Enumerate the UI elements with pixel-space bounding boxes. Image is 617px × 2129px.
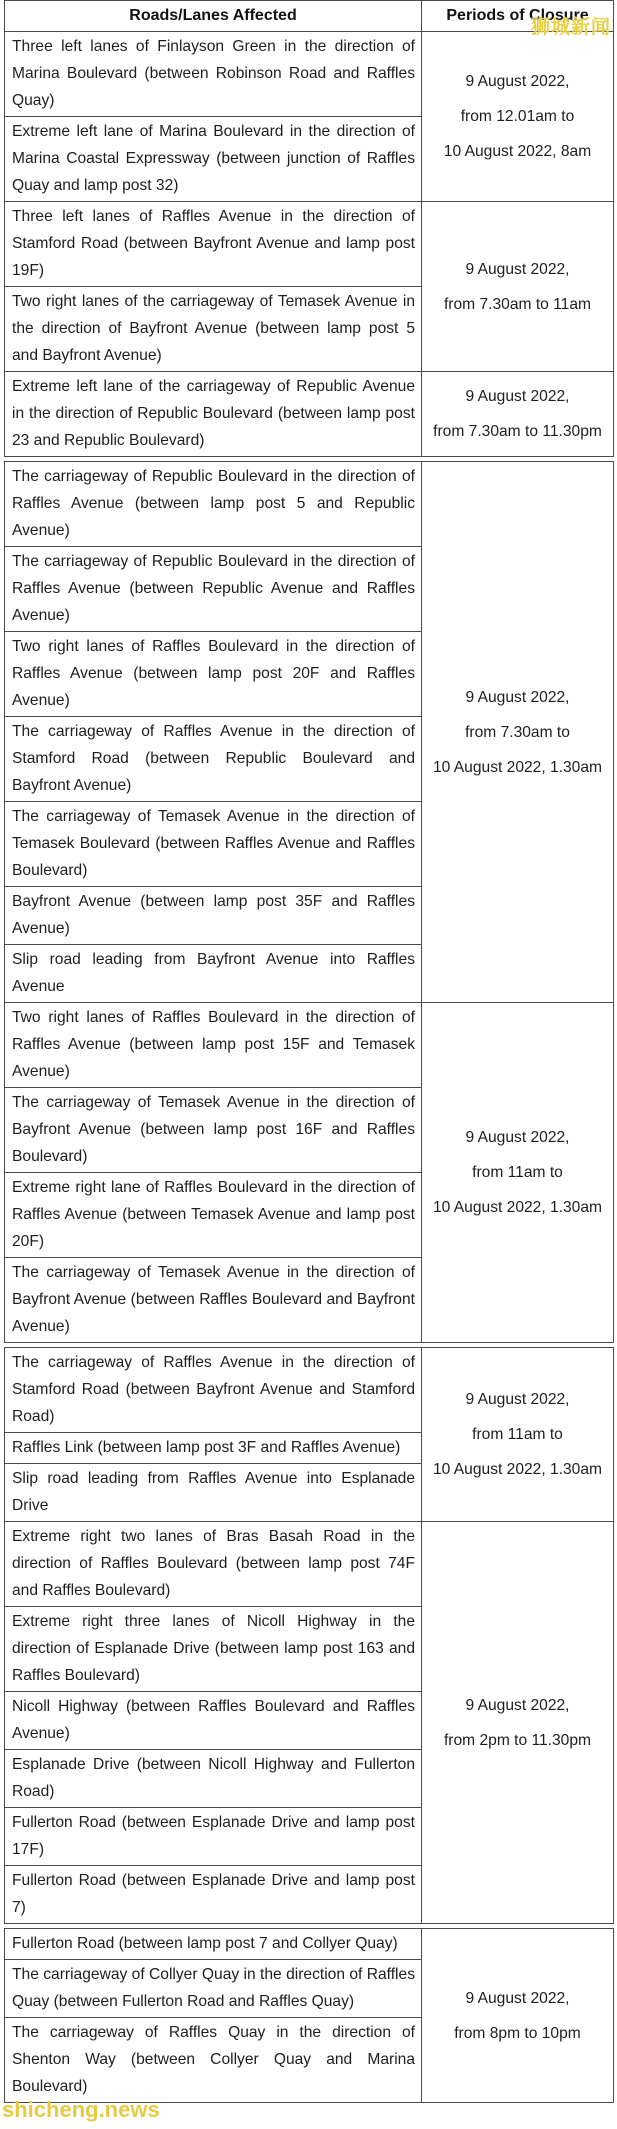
table-row xyxy=(5,1929,614,1960)
period-line: 9 August 2022, xyxy=(465,1129,570,1146)
period-line: 9 August 2022, xyxy=(465,1989,570,2007)
period-line: from 11am to xyxy=(472,1164,563,1181)
period-cell xyxy=(422,1522,614,1924)
road-cell: The carriageway of Raffles Avenue in the direction of Stamford Road (between Republic Boulevard and Bayfront Avenue) xyxy=(5,717,422,802)
table-row xyxy=(5,462,614,547)
period-line: from 12.01am to xyxy=(460,108,575,125)
road-cell: The carriageway of Collyer Quay in the direction of Raffles Quay (between Fullerton Road and Raffles Quay) xyxy=(5,1960,422,2018)
period-line: from 7.30am to 11.30pm xyxy=(433,423,602,440)
period-line: from 7.30am to xyxy=(465,723,570,741)
period-line: 9 August 2022, xyxy=(465,1391,570,1408)
road-cell: Esplanade Drive (between Nicoll Highway and Fullerton Road) xyxy=(5,1750,422,1808)
road-cell: The carriageway of Republic Boulevard in the direction of Raffles Avenue (between lamp post 5 and Republic Avenue) xyxy=(5,462,422,547)
period-line: 10 August 2022, 1.30am xyxy=(432,1461,603,1478)
period-cell xyxy=(422,32,614,202)
period-line: 10 August 2022, 8am xyxy=(443,143,592,160)
period-line: from 2pm to 11.30pm xyxy=(443,1731,592,1749)
period-cell xyxy=(422,1348,614,1522)
road-cell: Extreme right two lanes of Bras Basah Road in the direction of Raffles Boulevard (between lamp post 74F and Raffles Boulevard) xyxy=(5,1522,422,1607)
road-cell: Three left lanes of Raffles Avenue in the direction of Stamford Road (between Bayfront Avenue and lamp post 19F) xyxy=(5,202,422,287)
road-cell: Slip road leading from Bayfront Avenue into Raffles Avenue xyxy=(5,945,422,1003)
watermark-top: 狮城新闻 xyxy=(530,16,611,38)
period-line: from 7.30am to 11am xyxy=(443,295,592,313)
period-line: 9 August 2022, xyxy=(465,1696,570,1714)
road-cell: Raffles Link (between lamp post 3F and Raffles Avenue) xyxy=(5,1433,422,1464)
period-line: 9 August 2022, xyxy=(465,388,570,405)
period-line: 9 August 2022, xyxy=(465,73,570,90)
table-row xyxy=(5,32,614,117)
road-cell: Fullerton Road (between Esplanade Drive and lamp post 7) xyxy=(5,1866,422,1924)
period-line: 9 August 2022, xyxy=(465,688,570,706)
road-cell: Fullerton Road (between lamp post 7 and Collyer Quay) xyxy=(5,1929,422,1960)
road-cell: The carriageway of Temasek Avenue in the direction of Bayfront Avenue (between Raffles Boulevard and Bayfront Avenue) xyxy=(5,1258,422,1343)
road-closure-table xyxy=(4,0,614,2103)
road-cell: The carriageway of Raffles Quay in the direction of Shenton Way (between Collyer Quay and Marina Boulevard) xyxy=(5,2018,422,2103)
header-roads-affected: Roads/Lanes Affected xyxy=(5,1,422,32)
road-cell: Slip road leading from Raffles Avenue into Esplanade Drive xyxy=(5,1464,422,1522)
table-row xyxy=(5,1522,614,1607)
road-cell: Two right lanes of Raffles Boulevard in the direction of Raffles Avenue (between lamp post 20F and Raffles Avenue) xyxy=(5,632,422,717)
header-periods-of-closure: Periods of Closure xyxy=(422,1,614,32)
closure-table-container xyxy=(4,0,613,2103)
road-cell: The carriageway of Raffles Avenue in the direction of Stamford Road (between Bayfront Avenue and Stamford Road) xyxy=(5,1348,422,1433)
period-line: 9 August 2022, xyxy=(465,260,570,278)
road-cell: Fullerton Road (between Esplanade Drive and lamp post 17F) xyxy=(5,1808,422,1866)
table-row xyxy=(5,1348,614,1433)
road-cell: Two right lanes of Raffles Boulevard in the direction of Raffles Avenue (between lamp post 15F and Temasek Avenue) xyxy=(5,1003,422,1088)
road-cell: The carriageway of Temasek Avenue in the direction of Temasek Boulevard (between Raffles Avenue and Raffles Boulevard) xyxy=(5,802,422,887)
period-line: 10 August 2022, 1.30am xyxy=(432,758,603,776)
road-cell: Bayfront Avenue (between lamp post 35F and Raffles Avenue) xyxy=(5,887,422,945)
period-line: 10 August 2022, 1.30am xyxy=(432,1199,603,1216)
table-row xyxy=(5,372,614,457)
table-row xyxy=(5,202,614,287)
road-cell: Two right lanes of the carriageway of Temasek Avenue in the direction of Bayfront Avenue (between lamp post 5 and Bayfront Avenue) xyxy=(5,287,422,372)
period-cell xyxy=(422,202,614,372)
period-cell xyxy=(422,1003,614,1343)
table-row xyxy=(5,1003,614,1088)
road-cell: Extreme right lane of Raffles Boulevard in the direction of Raffles Avenue (between Temasek Avenue and lamp post 20F) xyxy=(5,1173,422,1258)
watermark-bottom: shicheng.news xyxy=(2,2097,160,2122)
table-body xyxy=(5,32,614,2103)
road-cell: Three left lanes of Finlayson Green in the direction of Marina Boulevard (between Robinson Road and Raffles Quay) xyxy=(5,32,422,117)
period-cell xyxy=(422,462,614,1003)
period-line: from 8pm to 10pm xyxy=(454,2024,581,2042)
table-header-row xyxy=(5,1,614,32)
road-cell: Nicoll Highway (between Raffles Boulevard and Raffles Avenue) xyxy=(5,1692,422,1750)
road-cell: Extreme left lane of Marina Boulevard in the direction of Marina Coastal Expressway (between junction of Raffles Quay and lamp post 32) xyxy=(5,117,422,202)
period-cell xyxy=(422,1929,614,2103)
road-cell: The carriageway of Temasek Avenue in the direction of Bayfront Avenue (between lamp post 16F and Raffles Boulevard) xyxy=(5,1088,422,1173)
road-cell: The carriageway of Republic Boulevard in the direction of Raffles Avenue (between Republic Avenue and Raffles Avenue) xyxy=(5,547,422,632)
period-cell xyxy=(422,372,614,457)
road-cell: Extreme left lane of the carriageway of Republic Avenue in the direction of Republic Boulevard (between lamp post 23 and Republic Boulevard) xyxy=(5,372,422,457)
road-cell: Extreme right three lanes of Nicoll Highway in the direction of Esplanade Drive (between lamp post 163 and Raffles Boulevard) xyxy=(5,1607,422,1692)
period-line: from 11am to xyxy=(472,1426,563,1443)
